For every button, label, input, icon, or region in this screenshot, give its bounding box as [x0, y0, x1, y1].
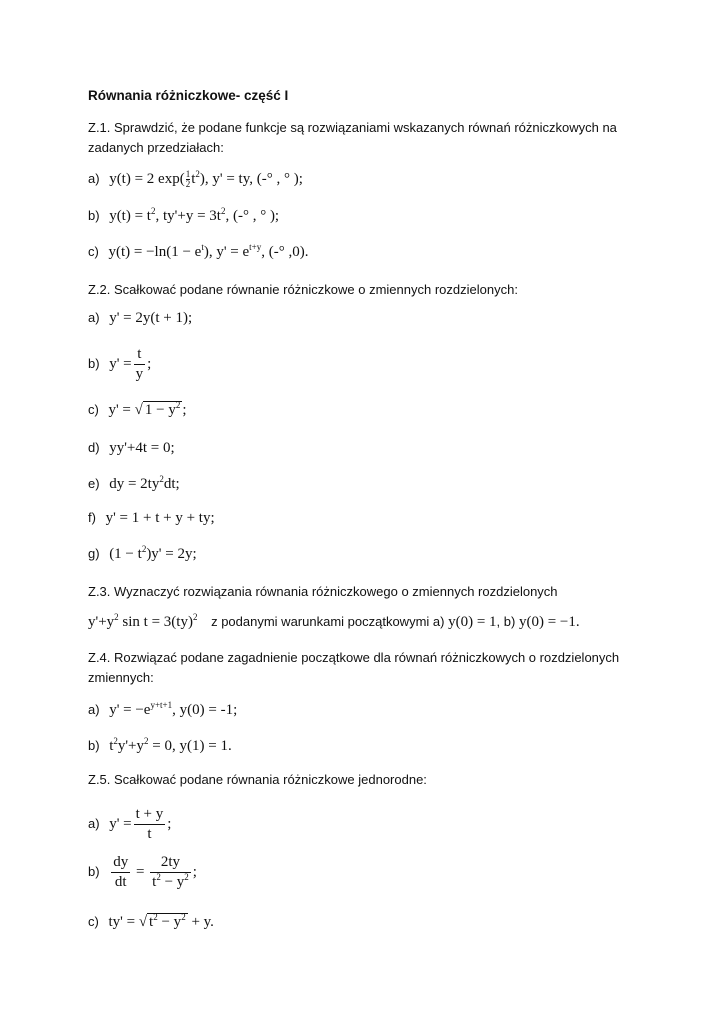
- item-label: d): [88, 440, 100, 455]
- formula: y(t) = 2 exp( $\frac{1}{2}$ $t^2$), y' = ty, (-° , ° );: [109, 168, 303, 189]
- formula: $(1 - t^2)y' = 2y$;: [109, 544, 197, 562]
- item-label: b): [88, 738, 100, 753]
- formula: $y'+y^2$ sin t = 3(ty)$^2$: [88, 612, 198, 630]
- radicand: $1 - y^2$: [144, 400, 181, 418]
- task-z1-c: [88, 244, 308, 261]
- task-z1-text: Z.1. Sprawdzić, że podane funkcje są rozwiązaniami wskazanych równań różniczkowych na zadanych przedziałach:: [88, 120, 617, 155]
- radicand: $t^2 - y^2$: [149, 912, 186, 930]
- task-z2-text: Z.2. Scałkować podane równanie różniczkowe o zmiennych rozdzielonych:: [88, 282, 518, 297]
- task-z5-c: [88, 914, 214, 931]
- item-label: c): [88, 244, 99, 259]
- item-label: c): [88, 402, 99, 417]
- item-label: a): [88, 170, 100, 186]
- derivative-fraction: $\frac{dy}{dt}$: [113, 854, 129, 890]
- task-z2-c: [88, 402, 187, 419]
- formula: $\frac{dy}{dt}$ = $\frac{2ty}{t^2 - y^2}$ ;: [113, 854, 197, 890]
- item-label: g): [88, 546, 100, 561]
- condition-a: y(0) = 1: [448, 614, 497, 630]
- task-z5-b: [88, 854, 197, 891]
- task-z2-a: [88, 310, 192, 327]
- fraction: $\frac{t}{y}$: [135, 346, 144, 382]
- formula: y' = 1 + t + y + ty;: [105, 510, 215, 526]
- task-z4-b: [88, 738, 232, 755]
- task-z2-d: [88, 440, 175, 457]
- formula: y' = 2y(t + 1);: [109, 310, 193, 326]
- sqrt-symbol: √: [134, 402, 143, 418]
- task-z5-text: Z.5. Scałkować podane równania różniczkowe jednorodne:: [88, 772, 427, 787]
- formula: $y(t) = t^2$, $ty'+y = 3t^2$, (-° , ° );: [109, 206, 280, 224]
- formula: $y(t) = -\ln(1 - e^t)$, $y' = e^{t+y}$, (-° ,0).: [108, 242, 309, 260]
- formula: y' = √ $1 - y^2$ ;: [108, 400, 187, 418]
- formula: y' = $\frac{t + y}{t}$ ;: [109, 806, 172, 842]
- sqrt-symbol: √: [138, 914, 148, 930]
- item-label: a): [88, 815, 100, 831]
- conditions-text: z podanymi warunkami początkowymi a): [211, 614, 445, 629]
- item-label: b): [88, 863, 100, 879]
- task-z2-g: [88, 546, 197, 563]
- formula: y' = $\frac{t}{y}$ ;: [109, 346, 152, 382]
- task-z4-a: [88, 702, 237, 719]
- fraction-half: $\frac{1}{2}$: [185, 169, 191, 189]
- item-label: b): [88, 208, 100, 223]
- item-label: b): [88, 355, 100, 371]
- task-z2-b: [88, 346, 151, 383]
- task-z3-equation: [88, 614, 580, 631]
- fraction: $\frac{2ty}{t^2 - y^2}$: [152, 854, 189, 890]
- page-title: Równania różniczkowe- część I: [88, 88, 289, 103]
- formula: dy = $2ty^2dt$;: [109, 474, 180, 492]
- conditions-separator: , b): [496, 614, 516, 629]
- formula: $t^2y'+y^2 = 0$, y(1) = 1.: [109, 736, 232, 754]
- item-label: f): [88, 510, 96, 525]
- task-z1-a: [88, 170, 303, 189]
- item-label: e): [88, 476, 100, 491]
- item-label: c): [88, 914, 99, 929]
- fraction: $\frac{t + y}{t}$: [135, 806, 164, 842]
- task-z2-f: [88, 510, 215, 527]
- task-z1-b: [88, 208, 279, 225]
- item-label: a): [88, 702, 100, 717]
- formula: $y' = -e^{y+t+1}$, y(0) = -1;: [109, 700, 238, 718]
- condition-b: y(0) = −1.: [518, 614, 580, 630]
- formula: ty' = √ $t^2 - y^2 + y$.: [108, 912, 214, 930]
- formula: yy'+4t = 0;: [109, 440, 175, 456]
- task-z5-a: [88, 806, 171, 843]
- task-z3-text: Z.3. Wyznaczyć rozwiązania równania różniczkowego o zmiennych rozdzielonych: [88, 584, 558, 599]
- task-z2-e: [88, 476, 180, 493]
- item-label: a): [88, 310, 100, 325]
- task-z4-text: Z.4. Rozwiązać podane zagadnienie początkowe dla równań różniczkowych o rozdzielonych zmiennych:: [88, 650, 620, 685]
